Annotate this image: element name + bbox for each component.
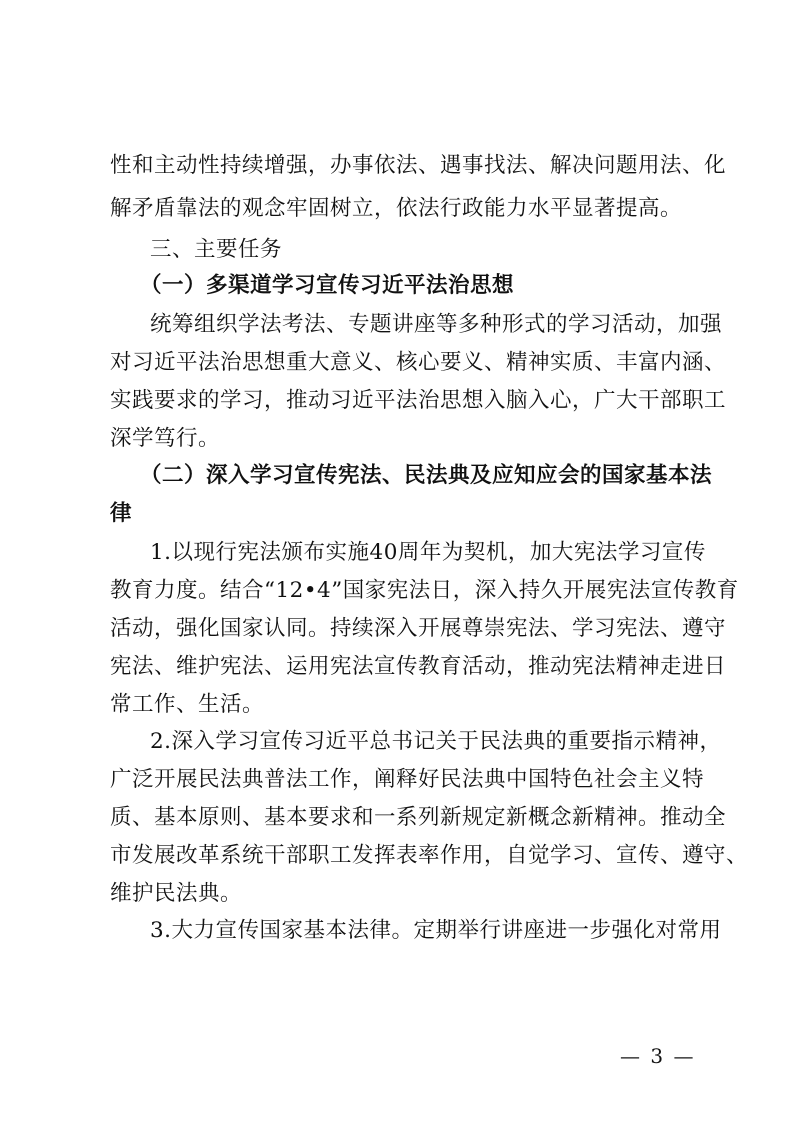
body-text-line: 市发展改革系统干部职工发挥表率作用，自觉学习、宣传、遵守、 <box>110 843 749 868</box>
body-text-line: 3.大力宣传国家基本法律。定期举行讲座进一步强化对常用 <box>150 918 722 943</box>
body-text-line: 维护民法典。 <box>110 881 243 906</box>
body-text-line: 常工作、生活。 <box>110 692 265 717</box>
body-text-line: 宪法、维护宪法、运用宪法宣传教育活动，推动宪法精神走进日 <box>110 654 727 679</box>
page-number: — 3 — <box>620 1044 696 1068</box>
body-text-line: 深学笃行。 <box>110 426 221 451</box>
subsection-heading-continued: 律 <box>110 501 133 526</box>
body-text-line: 对习近平法治思想重大意义、核心要义、精神实质、丰富内涵、 <box>110 350 727 375</box>
body-text-line: 1.以现行宪法颁布实施40周年为契机，加大宪法学习宣传 <box>150 540 706 565</box>
body-text-line: 广泛开展民法典普法工作，阐释好民法典中国特色社会主义特 <box>110 767 705 792</box>
subsection-heading: （二）深入学习宣传宪法、民法典及应知应会的国家基本法 <box>140 463 713 488</box>
body-text-line: 活动，强化国家认同。持续深入开展尊崇宪法、学习宪法、遵守 <box>110 616 727 641</box>
body-text-line: 实践要求的学习，推动习近平法治思想入脑入心，广大干部职工 <box>110 388 727 413</box>
body-text-line: 2.深入学习宣传习近平总书记关于民法典的重要指示精神， <box>150 729 722 754</box>
subsection-heading: （一）多渠道学习宣传习近平法治思想 <box>140 273 515 298</box>
body-text-line: 教育力度。结合“12•4”国家宪法日，深入持久开展宪法宣传教育 <box>110 578 739 603</box>
body-text-line: 质、基本原则、基本要求和一系列新规定新概念新精神。推动全 <box>110 805 727 830</box>
body-text-line: 解矛盾靠法的观念牢固树立，依法行政能力水平显著提高。 <box>110 196 683 221</box>
section-heading: 三、主要任务 <box>150 237 283 262</box>
body-text-line: 性和主动性持续增强，办事依法、遇事找法、解决问题用法、化 <box>110 153 727 178</box>
body-text-line: 统筹组织学法考法、专题讲座等多种形式的学习活动，加强 <box>150 312 723 337</box>
